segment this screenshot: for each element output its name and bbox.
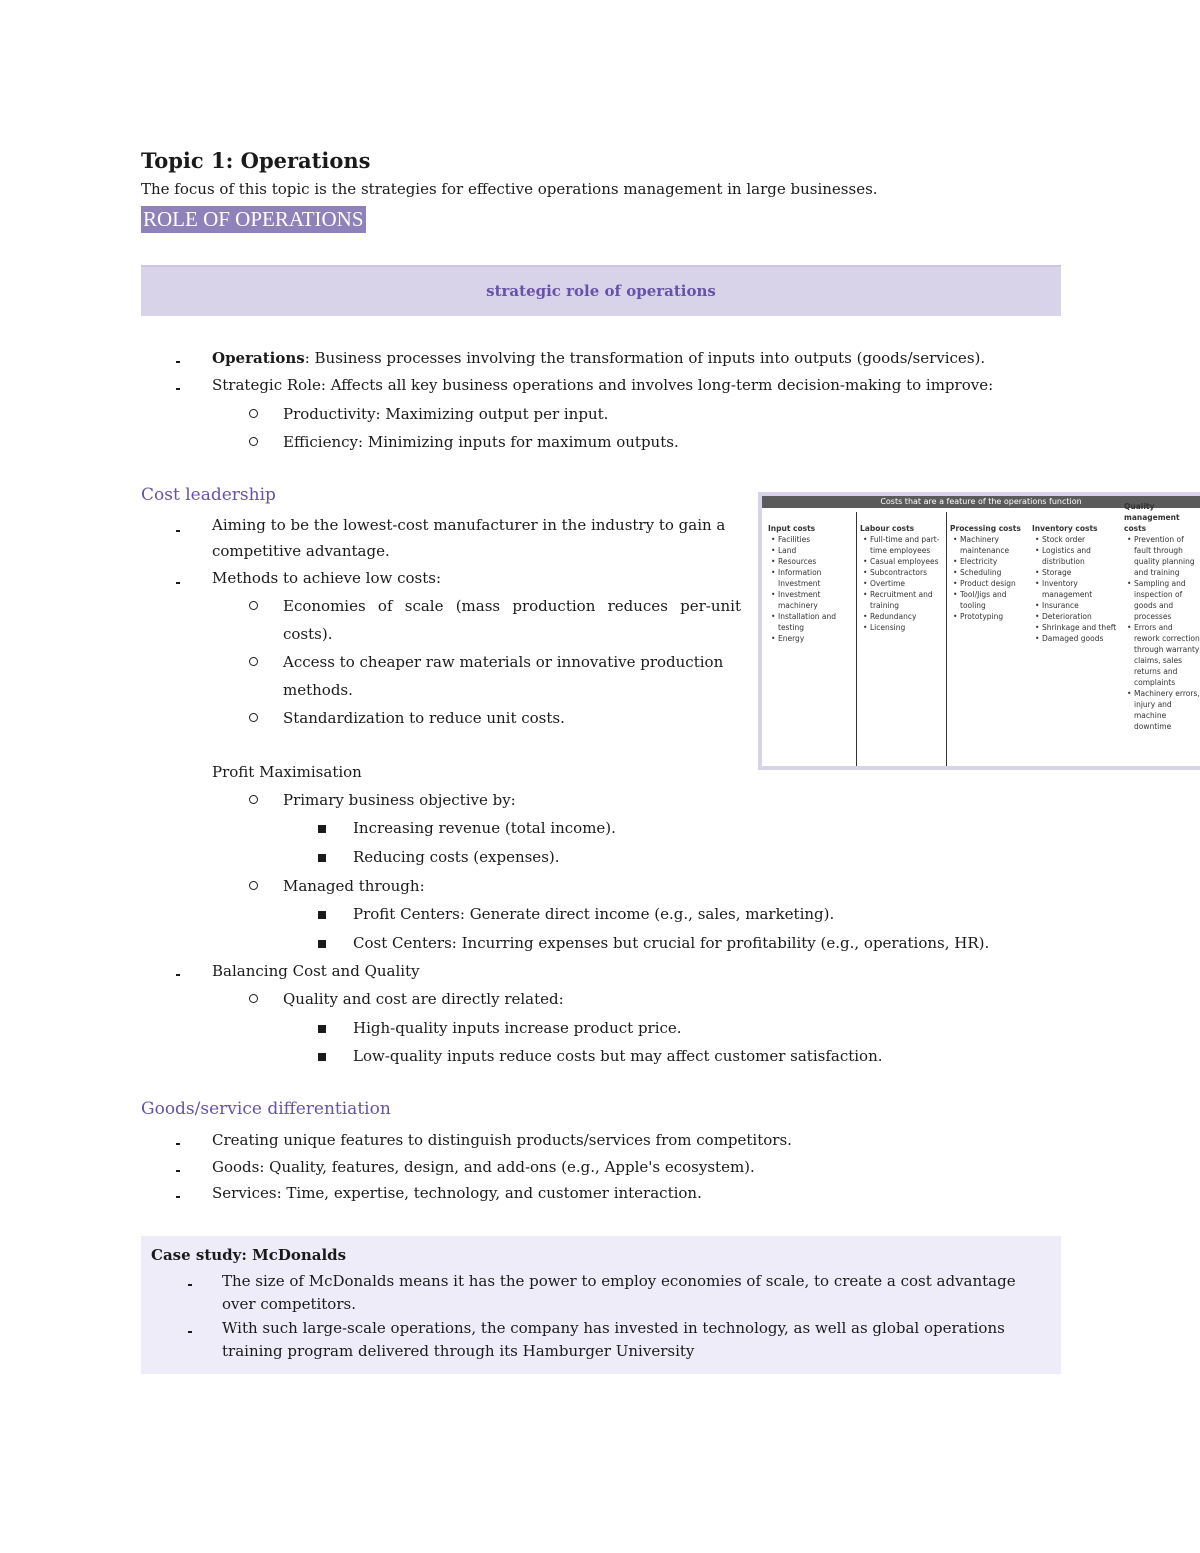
list-item: Managed through: [283,877,425,895]
case-study-box [141,1236,1061,1374]
cost-item: • Redundancy [870,611,944,622]
list-item: Cost Centers: Incurring expenses but crucial for profitability (e.g., operations, HR). [353,934,990,952]
cost-item: • Errors and rework correction through warranty claims, sales returns and complaints [1134,622,1200,688]
list-item: Standardization to reduce unit costs. [283,709,565,727]
list-item: Balancing Cost and Quality [212,962,420,980]
cost-item: • Recruitment and training [870,589,944,611]
column-divider [856,512,857,770]
list-item: With such large-scale operations, the company has invested in technology, as well as global operations training program delivered through its Hamburger University [222,1319,1005,1360]
list-item: Aiming to be the lowest-cost manufacturer in the industry to gain a competitive advantage. [212,516,726,560]
list-item: Services: Time, expertise, technology, and customer interaction. [212,1184,702,1202]
definition: : Business processes involving the transformation of inputs into outputs (goods/services). [304,349,986,367]
cost-item: • Sampling and inspection of goods and processes [1134,578,1200,622]
bullet [318,911,326,919]
bullet [176,1143,180,1145]
list-item: Efficiency: Minimizing inputs for maximum outputs. [283,433,679,451]
cost-item: • Resources [778,556,854,567]
cost-item: • Stock order [1042,534,1120,545]
column-header: Labour costs [860,524,915,533]
list-item: Reducing costs (expenses). [353,848,560,866]
list-item: Strategic Role: Affects all key business operations and involves long-term decision-making to improve: [212,376,994,394]
strategic-role-banner [141,265,1061,316]
term: Operations [212,349,305,367]
bullet [249,409,258,418]
list-item: Increasing revenue (total income). [353,819,616,837]
cost-item: • Prevention of fault through quality planning and training [1134,534,1200,578]
bullet [249,881,258,890]
cost-table-title: Costs that are a feature of the operations function [762,496,1200,508]
cost-item: • Scheduling [960,567,1030,578]
bullet [176,974,180,976]
list-item: Low-quality inputs reduce costs but may affect customer satisfaction. [353,1047,883,1065]
cost-table-figure [758,492,1200,770]
cost-item: • Prototyping [960,611,1030,622]
cost-item: • Tool/Jigs and tooling [960,589,1030,611]
cost-item: • Land [778,545,854,556]
cost-column [860,512,944,633]
cost-item: • Deterioration [1042,611,1120,622]
list-item: Profit Centers: Generate direct income (e.g., sales, marketing). [353,905,835,923]
cost-item: • Damaged goods [1042,633,1120,644]
cost-item: • Subcontractors [870,567,944,578]
bullet [249,657,258,666]
list-item: The size of McDonalds means it has the power to employ economies of scale, to create a cost advantage over competitors. [222,1272,1016,1313]
cost-item: • Casual employees [870,556,944,567]
cost-item: • Shrinkage and theft [1042,622,1120,633]
cost-item: • Facilities [778,534,854,545]
list-item: Quality and cost are directly related: [283,990,564,1008]
cost-column [768,512,854,644]
list-item: Creating unique features to distinguish products/services from competitors. [212,1131,792,1149]
cost-item: • Logistics and distribution [1042,545,1120,567]
bullet [249,713,258,722]
column-header: Processing costs [950,524,1021,533]
bullet [176,388,180,390]
column-divider [946,512,947,770]
list-item: Primary business objective by: [283,791,516,809]
cost-item: • Full-time and part-time employees [870,534,944,556]
cost-item: • Electricity [960,556,1030,567]
bullet [249,795,258,804]
bullet [318,1053,326,1061]
bullet [176,530,180,532]
page-title: Topic 1: Operations [141,148,371,173]
differentiation-heading: Goods/service differentiation [141,1099,391,1119]
cost-item: • Investment machinery [778,589,854,611]
cost-item: • Machinery errors, injury and machine downtime [1134,688,1200,732]
list-item [212,344,985,373]
bullet [176,1170,180,1172]
bullet [188,1331,192,1333]
column-header: Inventory costs [1032,524,1098,533]
bullet [176,582,180,584]
list-item: Goods: Quality, features, design, and add-ons (e.g., Apple's ecosystem). [212,1158,755,1176]
case-study-heading: Case study: McDonalds [151,1246,347,1264]
cost-item: • Inventory management [1042,578,1120,600]
cost-column [1032,512,1120,644]
cost-item: • Storage [1042,567,1120,578]
bullet [188,1284,192,1286]
bullet [318,940,326,948]
bullet [176,361,180,363]
bullet [318,1025,326,1033]
banner-label: strategic role of operations [486,282,716,300]
cost-item: • Insurance [1042,600,1120,611]
cost-leadership-heading: Cost leadership [141,485,276,505]
role-heading: ROLE OF OPERATIONS [143,207,364,231]
cost-item: • Machinery maintenance [960,534,1030,556]
cost-item: • Installation and testing [778,611,854,633]
list-item: Productivity: Maximizing output per input. [283,405,609,423]
cost-item: • Product design [960,578,1030,589]
cost-item: • Overtime [870,578,944,589]
cost-item: • Licensing [870,622,944,633]
list-item: Economies of scale (mass production reduces per-unit costs). [283,597,741,643]
profit-heading: Profit Maximisation [212,763,362,781]
list-item: Methods to achieve low costs: [212,569,441,587]
cost-column [950,512,1030,622]
bullet [318,825,326,833]
cost-item: • Energy [778,633,854,644]
cost-item: • Information Investment [778,567,854,589]
bullet [249,601,258,610]
bullet [318,854,326,862]
cost-column [1124,512,1200,732]
column-header: management costs [1124,513,1180,533]
bullet [249,437,258,446]
bullet [249,994,258,1003]
list-item: Access to cheaper raw materials or innovative production methods. [283,653,724,699]
bullet [176,1196,180,1198]
topic-focus: The focus of this topic is the strategies for effective operations management in large businesses. [141,180,878,198]
column-header: Input costs [768,524,816,533]
list-item: High-quality inputs increase product price. [353,1019,682,1037]
